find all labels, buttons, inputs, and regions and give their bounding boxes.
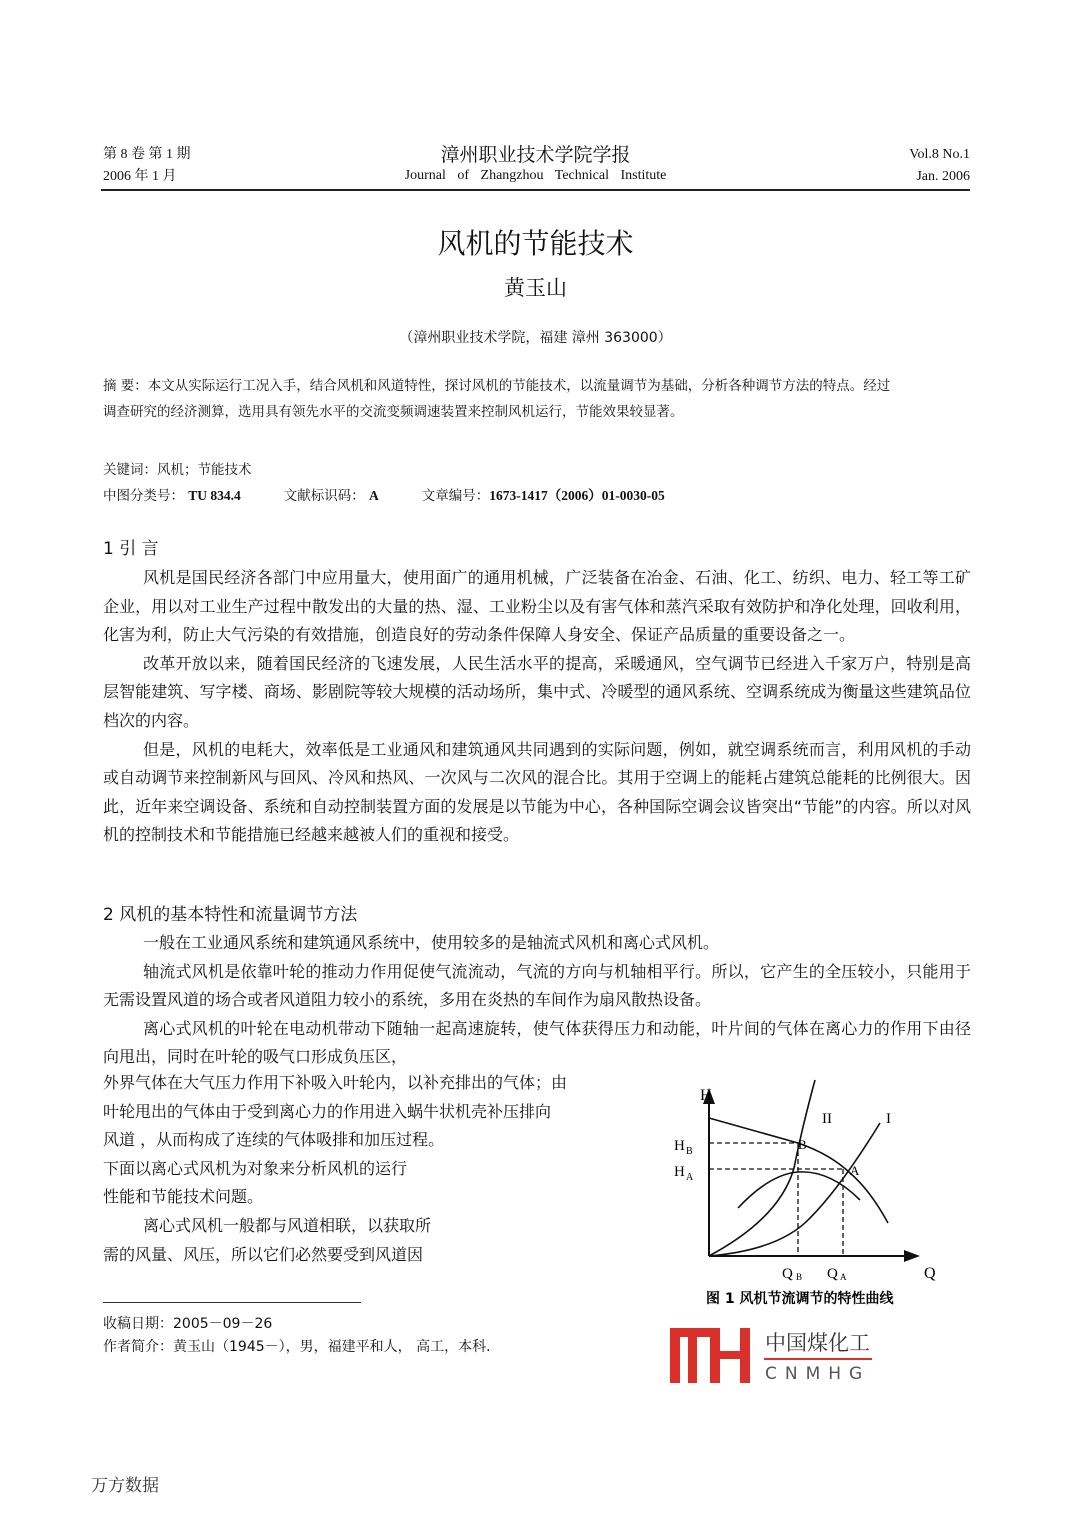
author-bio: 作者简介：黄玉山（1945－），男，福建平和人， 高工，本科. <box>103 1339 491 1355</box>
keywords-value: 风机；节能技术 <box>157 462 252 478</box>
paragraph: 但是，风机的电耗大，效率低是工业通风和建筑通风共同遇到的实际问题，例如，就空调系统而言，利用风机的手动或自动调节来控制新风与回风、冷风和热风、一次风与二次风的混合比。其用于空调上的能耗占建筑总能耗的比例很大。因此，近年来空调设备、系统和自动控制装置方面的发展是以节能为中心，各种国际空调会议皆突出“节能”的内容。所以对风机的控制技术和节能措施已经越来越被人们的重视和接受。 <box>103 739 971 845</box>
svg-text:图 1 风机节流调节的特性曲线: 图 1 风机节流调节的特性曲线 <box>706 1291 894 1307</box>
article-no-label: 文章编号： <box>421 488 490 504</box>
keywords <box>103 457 252 483</box>
section-1-body <box>103 564 971 850</box>
svg-text:A: A <box>850 1163 860 1178</box>
section-2-body <box>103 929 971 1072</box>
article-no-value: 1673-1417（2006）01-0030-05 <box>489 488 665 503</box>
abstract <box>103 373 893 425</box>
svg-text:B: B <box>796 1272 803 1282</box>
paragraph: 离心式风机的叶轮在电动机带动下随轴一起高速旋转，使气体获得压力和动能，叶片间的气体在离心力的作用下由径向甩出，同时在叶轮的吸气口形成负压区， <box>103 1018 971 1067</box>
vol-no: Vol.8 No.1 <box>909 147 970 162</box>
keywords-label: 关键词： <box>103 462 157 478</box>
svg-text:Q: Q <box>924 1265 936 1282</box>
cnmhg-logo-icon <box>670 1325 880 1385</box>
text-line: 性能和节能技术问题。 <box>103 1187 264 1207</box>
volume-issue-en <box>909 144 970 188</box>
paragraph: 改革开放以来，随着国民经济的飞速发展，人民生活水平的提高，采暖通风，空气调节已经进入千家万户，特别是高层智能建筑、写字楼、商场、影剧院等较大规模的活动场所，集中式、冷暖型的通风系统、空调系统成为衡量这些建筑品位档次的内容。 <box>103 653 971 730</box>
text-line: 需的风量、风压，所以它们必然要受到风道因 <box>103 1244 424 1264</box>
journal-title-en: Journal of Zhangzhou Technical Institute <box>404 168 667 183</box>
cnmhg-logo <box>670 1325 880 1385</box>
article-author: 黄玉山 <box>504 276 567 300</box>
date-en: Jan. 2006 <box>916 169 970 184</box>
text-line: 叶轮甩出的气体由于受到离心力的作用进入蜗牛状机壳补压排向 <box>103 1101 552 1121</box>
watermark: 万方数据 <box>91 1476 159 1496</box>
section-2-heading: 2 风机的基本特性和流量调节方法 <box>103 905 358 925</box>
volume-issue-text: 第 8 卷 第 1 期 <box>103 147 191 162</box>
clc-label: 中图分类号： <box>103 488 184 504</box>
paragraph: 一般在工业通风系统和建筑通风系统中，使用较多的是轴流式风机和离心式风机。 <box>143 933 720 952</box>
header-rule <box>101 189 970 191</box>
figure-1 <box>670 1078 960 1308</box>
received-date: 收稿日期：2005－09－26 <box>103 1316 273 1332</box>
wrapped-text-beside-figure <box>103 1069 663 1269</box>
journal-title-cn: 漳州职业技术学院学报 <box>440 144 631 166</box>
svg-text:H: H <box>674 1138 685 1154</box>
svg-text:A: A <box>840 1272 847 1282</box>
svg-text:I: I <box>886 1111 891 1127</box>
abstract-label: 摘 要： <box>103 378 148 394</box>
classification-line <box>103 483 665 509</box>
paragraph: 轴流式风机是依靠叶轮的推动力作用促使气流流动，气流的方向与机轴相平行。所以，它产生的全压较小，只能用于无需设置风道的场合或者风道阻力较小的系统，多用在炎热的车间作为扇风散热设备。 <box>103 961 971 1010</box>
footnote-rule <box>103 1302 361 1303</box>
svg-text:H: H <box>674 1164 685 1180</box>
svg-text:Q: Q <box>782 1266 793 1282</box>
svg-text:B: B <box>686 1146 693 1157</box>
doc-code-value: A <box>369 488 379 503</box>
abstract-text: 本文从实际运行工况入手，结合风机和风道特性，探讨风机的节能技术，以流量调节为基础，分析各种调节方法的特点。经过调查研究的经济测算，选用具有领先水平的交流变频调速装置来控制风机运行，节能效果较显著。 <box>103 378 891 420</box>
text-line: 离心式风机一般都与风道相联，以获取所 <box>143 1215 432 1235</box>
svg-text:CNMHG: CNMHG <box>765 1364 871 1384</box>
section-1-heading: 1 引 言 <box>103 539 159 559</box>
affiliation: （漳州职业技术学院，福建 漳州 363000） <box>399 330 672 346</box>
svg-text:II: II <box>822 1111 832 1127</box>
paragraph: 风机是国民经济各部门中应用量大，使用面广的通用机械，广泛装备在冶金、石油、化工、纺织、电力、轻工等工矿企业，用以对工业生产过程中散发出的大量的热、湿、工业粉尘以及有害气体和蒸汽采取有效防护和净化处理，回收利用，化害为利，防止大气污染的有效措施，创造良好的劳动条件保障人身安全、保证产品质量的重要设备之一。 <box>103 568 971 645</box>
text-line: 外界气体在大气压力作用下补吸入叶轮内，以补充排出的气体；由 <box>103 1073 568 1092</box>
text-line: 下面以离心式风机为对象来分析风机的运行 <box>103 1158 408 1178</box>
svg-text:中国煤化工: 中国煤化工 <box>765 1331 870 1355</box>
svg-text:A: A <box>686 1172 694 1183</box>
text-line: 风道 ，从而构成了连续的气体吸排和加压过程。 <box>103 1130 445 1150</box>
svg-text:Q: Q <box>827 1266 838 1282</box>
svg-text:H: H <box>700 1087 712 1104</box>
fan-characteristic-curves-icon <box>670 1078 960 1308</box>
clc-value: TU 834.4 <box>188 488 241 503</box>
doc-code-label: 文献标识码： <box>283 488 365 504</box>
article-title: 风机的节能技术 <box>437 227 634 260</box>
publish-date: 2006 年 1 月 <box>103 169 177 184</box>
svg-text:B: B <box>798 1137 807 1152</box>
